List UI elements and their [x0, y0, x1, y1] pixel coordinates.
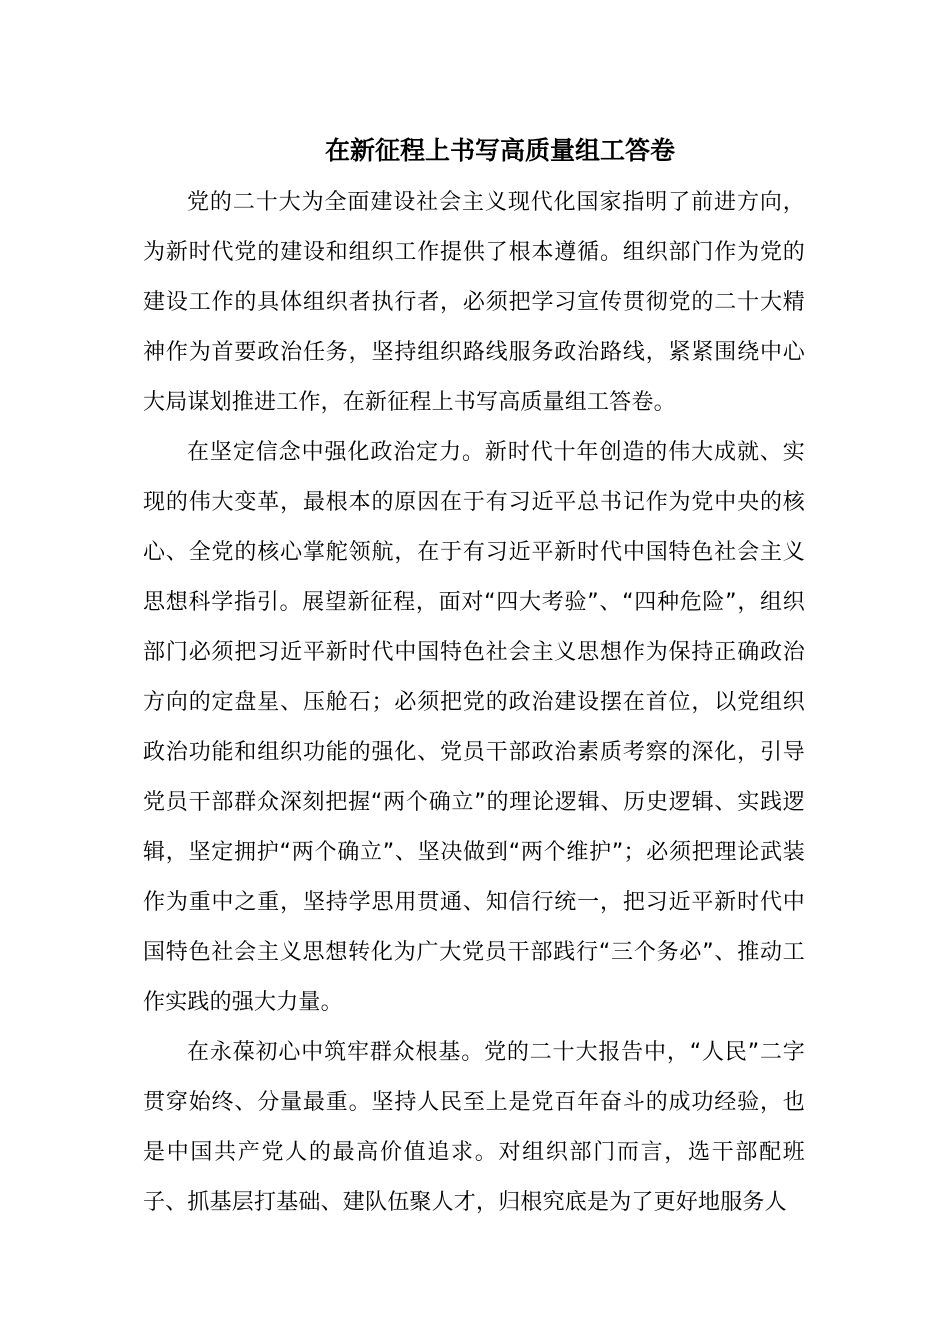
document-title: 在新征程上书写高质量组工答卷 [324, 136, 675, 165]
paragraph-mass-foundation: 在永葆初心中筑牢群众根基。党的二十大报告中，“人民”二字贯穿始终、分量最重。坚持人民至上是党百年奋斗的成功经验，也是中国共产党人的最高价值追求。对组织部门而言，选干部配班子、抓基层打基础、建队伍聚人才，归根究底是为了更好地服务人 [143, 1040, 805, 1215]
paragraph-intro: 党的二十大为全面建设社会主义现代化国家指明了前进方向，为新时代党的建设和组织工作提供了根本遵循。组织部门作为党的建设工作的具体组织者执行者，必须把学习宣传贯彻党的二十大精神作为首要政治任务，坚持组织路线服务政治路线，紧紧围绕中心大局谋划推进工作，在新征程上书写高质量组工答卷。 [143, 190, 805, 415]
document-body [143, 178, 805, 1228]
paragraph-political-determination: 在坚定信念中强化政治定力。新时代十年创造的伟大成就、实现的伟大变革，最根本的原因在于有习近平总书记作为党中央的核心、全党的核心掌舵领航，在于有习近平新时代中国特色社会主义思想科学指引。展望新征程，面对“四大考验”、“四种危险”，组织部门必须把习近平新时代中国特色社会主义思想作为保持正确政治方向的定盘星、压舱石；必须把党的政治建设摆在首位，以党组织政治功能和组织功能的强化、党员干部政治素质考察的深化，引导党员干部群众深刻把握“两个确立”的理论逻辑、历史逻辑、实践逻辑，坚定拥护“两个确立”、坚决做到“两个维护”；必须把理论武装作为重中之重，坚持学思用贯通、知信行统一，把习近平新时代中国特色社会主义思想转化为广大党员干部践行“三个务必”、推动工作实践的强大力量。 [143, 440, 805, 1015]
